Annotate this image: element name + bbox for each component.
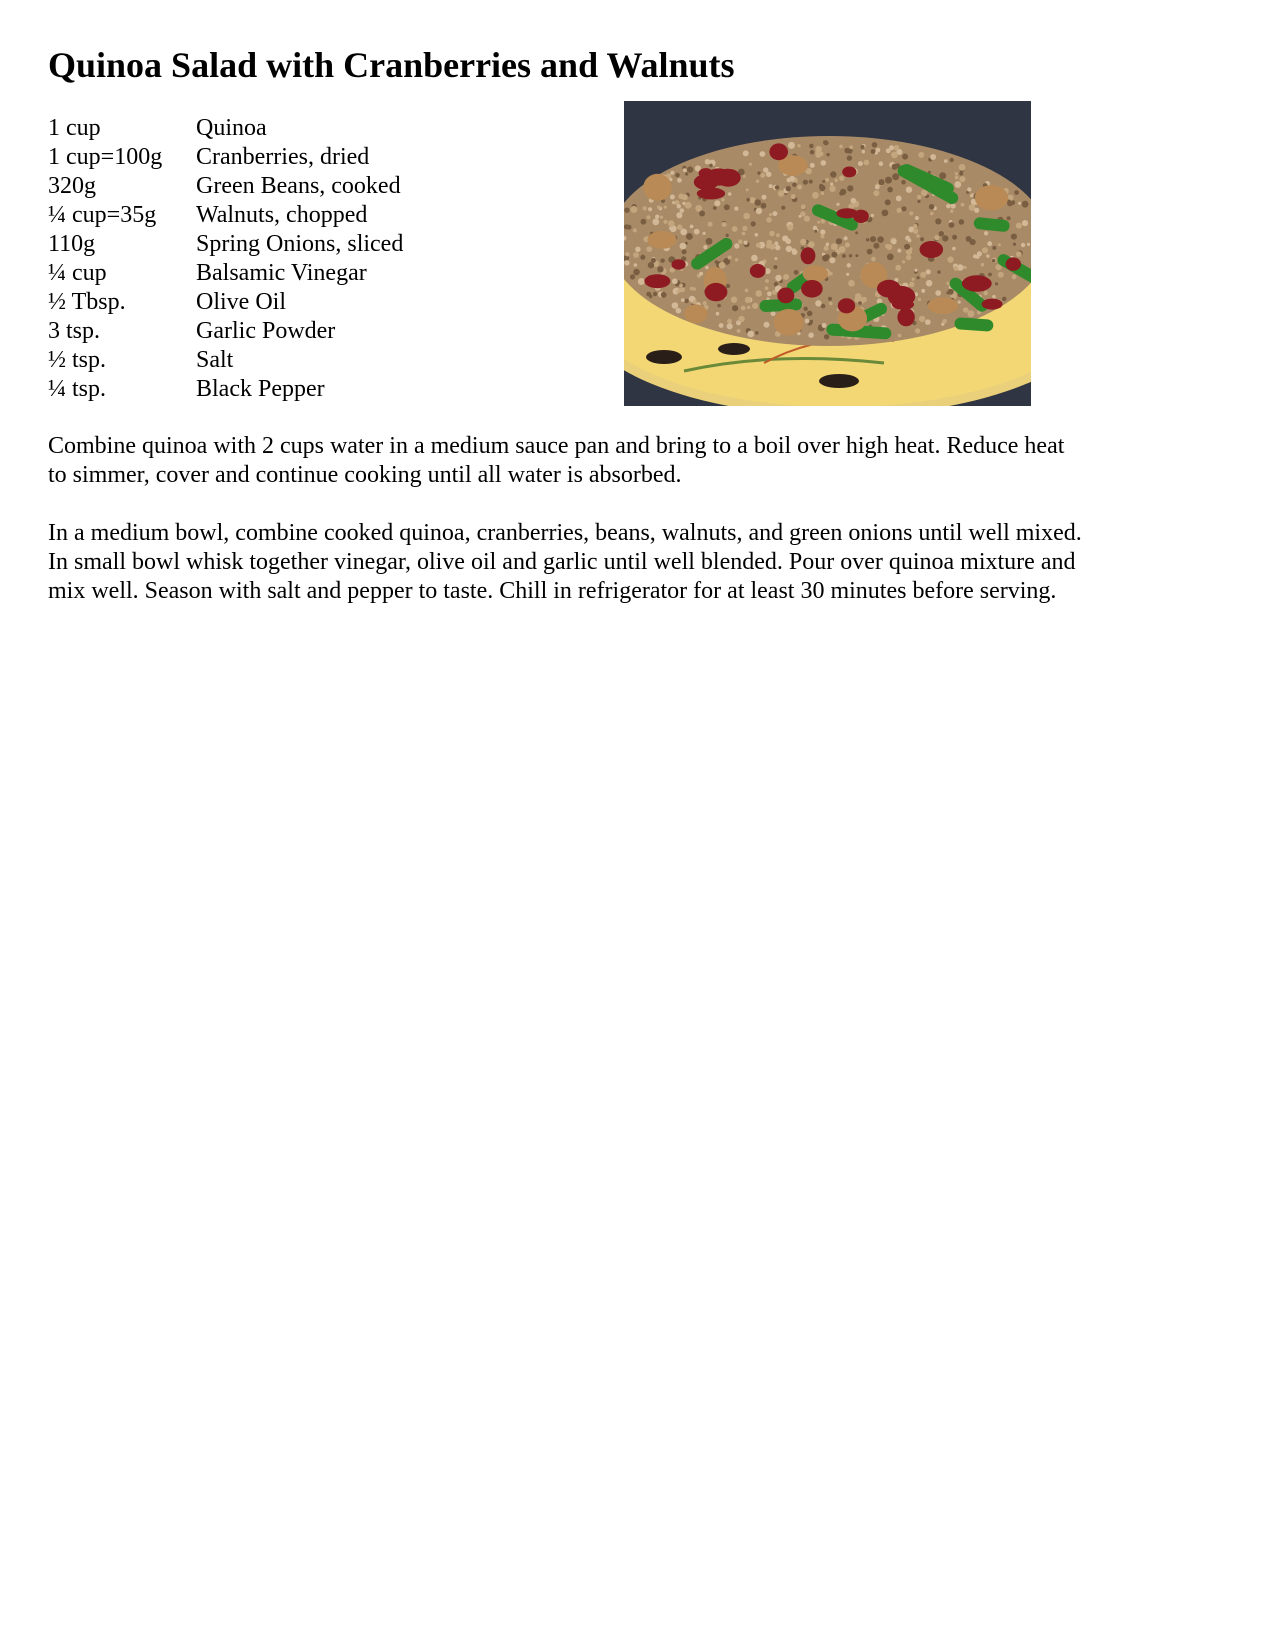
ingredient-row	[48, 375, 608, 404]
ingredient-quantity: 1 cup=100g	[48, 144, 163, 170]
ingredient-name: Black Pepper	[196, 376, 325, 402]
ingredient-quantity: ½ Tbsp.	[48, 289, 126, 315]
ingredient-row	[48, 317, 608, 346]
ingredient-quantity: 320g	[48, 173, 96, 199]
ingredient-name: Quinoa	[196, 115, 267, 141]
recipe-title: Quinoa Salad with Cranberries and Walnuts	[48, 45, 735, 85]
ingredient-list	[48, 114, 608, 404]
instruction-paragraph: Combine quinoa with 2 cups water in a medium sauce pan and bring to a boil over high heat. Reduce heat to simmer, cover and continue cooking until all water is absorbed.	[48, 433, 1065, 488]
ingredient-quantity: 3 tsp.	[48, 318, 101, 344]
ingredient-name: Olive Oil	[196, 289, 286, 315]
ingredient-row	[48, 346, 608, 375]
ingredient-name: Spring Onions, sliced	[196, 231, 404, 257]
ingredient-name: Salt	[196, 347, 234, 373]
ingredient-row	[48, 172, 608, 201]
ingredient-name: Balsamic Vinegar	[196, 260, 367, 286]
ingredient-quantity: ½ tsp.	[48, 347, 107, 373]
instructions	[48, 432, 1088, 635]
ingredient-name: Cranberries, dried	[196, 144, 370, 170]
ingredient-name: Garlic Powder	[196, 318, 336, 344]
ingredient-quantity: ¼ tsp.	[48, 376, 107, 402]
ingredient-name: Green Beans, cooked	[196, 173, 401, 199]
recipe-page	[48, 44, 1088, 604]
ingredient-row	[48, 143, 608, 172]
ingredient-row	[48, 230, 608, 259]
ingredient-name: Walnuts, chopped	[196, 202, 368, 228]
ingredient-quantity: 110g	[48, 231, 96, 257]
instruction-paragraph: In a medium bowl, combine cooked quinoa, cranberries, beans, walnuts, and green onions until well mixed. In small bowl whisk together vinegar, olive oil and garlic until well blended. Pour over quinoa mixture and mix well. Season with salt and pepper to taste. Chill in refrigerator for at least 30 minutes before serving.	[48, 520, 1082, 604]
ingredient-row	[48, 201, 608, 230]
salad-photo	[624, 101, 1031, 406]
ingredient-row	[48, 288, 608, 317]
ingredient-row	[48, 259, 608, 288]
ingredient-quantity: 1 cup	[48, 115, 101, 141]
ingredient-row	[48, 114, 608, 143]
ingredient-quantity: ¼ cup=35g	[48, 202, 157, 228]
ingredient-quantity: ¼ cup	[48, 260, 107, 286]
